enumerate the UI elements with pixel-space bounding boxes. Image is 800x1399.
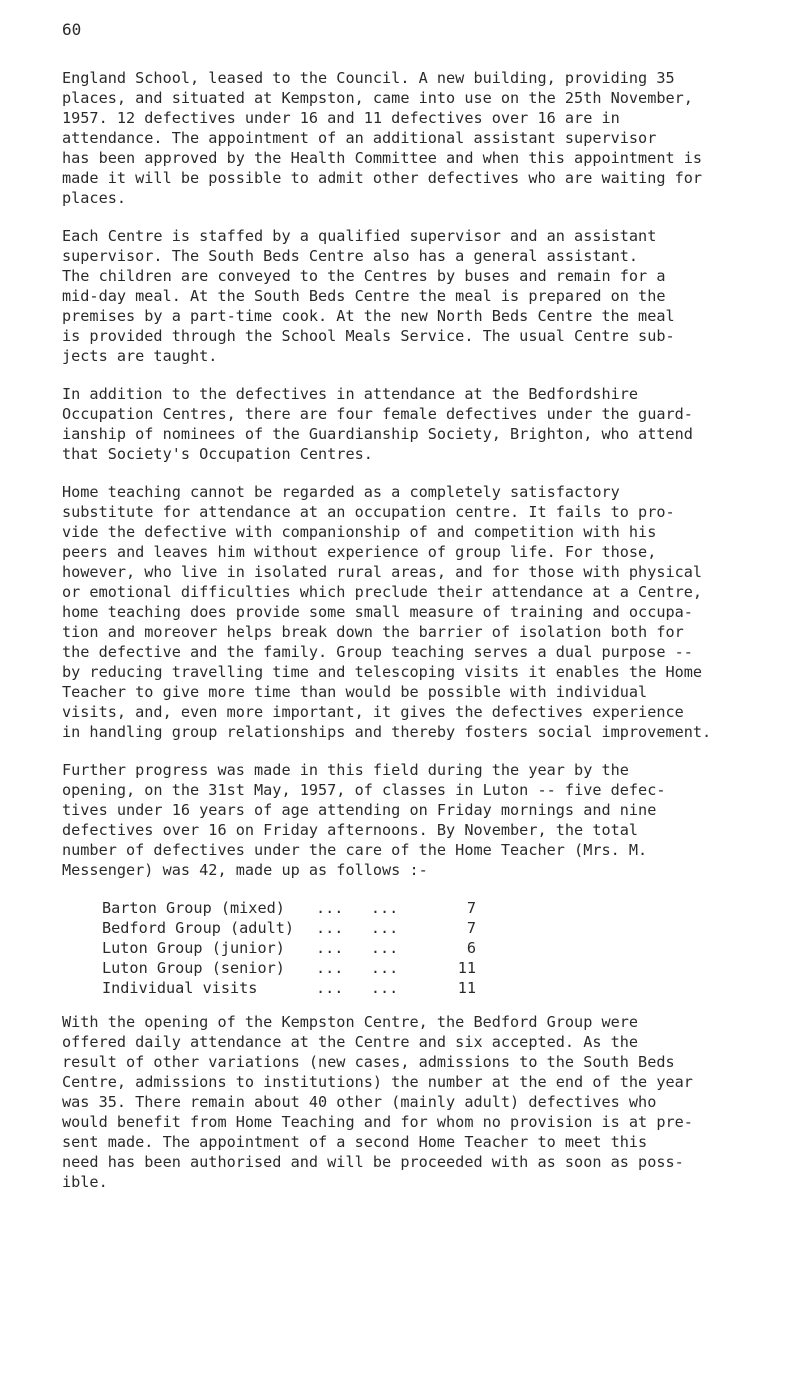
text-line: defectives over 16 on Friday afternoons. By November, the total	[62, 821, 639, 839]
group-count: 7	[466, 919, 476, 937]
text-line: is provided through the School Meals Service. The usual Centre sub-	[62, 327, 675, 345]
text-line: made it will be possible to admit other defectives who are waiting for	[62, 169, 703, 187]
leader-dots: ... ...	[316, 899, 399, 917]
text-line: Occupation Centres, there are four female defectives under the guard-	[62, 405, 693, 423]
paragraph	[62, 226, 778, 366]
paragraph	[62, 384, 778, 464]
text-line: Further progress was made in this field during the year by the	[62, 761, 629, 779]
text-line: places, and situated at Kempston, came into use on the 25th November,	[62, 89, 693, 107]
text-line: or emotional difficulties which preclude their attendance at a Centre,	[62, 583, 703, 601]
home-teacher-groups-table	[102, 898, 778, 998]
text-line: in handling group relationships and thereby fosters social improvement.	[62, 723, 712, 741]
leader-dots: ... ...	[316, 959, 399, 977]
paragraph	[62, 760, 778, 880]
text-line: places.	[62, 189, 127, 207]
text-line: jects are taught.	[62, 347, 218, 365]
text-line: The children are conveyed to the Centres by buses and remain for a	[62, 267, 666, 285]
text-line: that Society's Occupation Centres.	[62, 445, 373, 463]
text-line: was 35. There remain about 40 other (mainly adult) defectives who	[62, 1093, 657, 1111]
group-count: 7	[466, 899, 476, 917]
text-line: ible.	[62, 1173, 108, 1191]
group-label: Luton Group (junior)	[102, 939, 285, 957]
text-line: would benefit from Home Teaching and for whom no provision is at pre-	[62, 1113, 693, 1131]
text-line: Teacher to give more time than would be possible with individual	[62, 683, 648, 701]
text-line: Home teaching cannot be regarded as a completely satisfactory	[62, 483, 620, 501]
leader-dots: ... ...	[316, 979, 399, 997]
text-line: Each Centre is staffed by a qualified supervisor and an assistant	[62, 227, 657, 245]
text-line: home teaching does provide some small measure of training and occupa-	[62, 603, 693, 621]
text-line: need has been authorised and will be proceeded with as soon as poss-	[62, 1153, 684, 1171]
text-line: supervisor. The South Beds Centre also has a general assistant.	[62, 247, 639, 265]
text-line: tion and moreover helps break down the barrier of isolation both for	[62, 623, 684, 641]
text-line: has been approved by the Health Committee and when this appointment is	[62, 149, 703, 167]
text-line: number of defectives under the care of the Home Teacher (Mrs. M.	[62, 841, 648, 859]
leader-dots: ... ...	[316, 919, 399, 937]
table-row	[102, 958, 778, 978]
paragraphs	[62, 68, 778, 880]
text-line: peers and leaves him without experience of group life. For those,	[62, 543, 657, 561]
group-label: Barton Group (mixed)	[102, 899, 285, 917]
paragraph	[62, 482, 778, 742]
table-row	[102, 918, 778, 938]
text-line: Centre, admissions to institutions) the number at the end of the year	[62, 1073, 693, 1091]
text-line: In addition to the defectives in attendance at the Bedfordshire	[62, 385, 639, 403]
text-line: premises by a part-time cook. At the new North Beds Centre the meal	[62, 307, 675, 325]
group-count: 11	[457, 959, 476, 977]
text-line: mid-day meal. At the South Beds Centre the meal is prepared on the	[62, 287, 666, 305]
text-line: England School, leased to the Council. A new building, providing 35	[62, 69, 675, 87]
table-row	[102, 938, 778, 958]
text-line: sent made. The appointment of a second Home Teacher to meet this	[62, 1133, 648, 1151]
text-line: With the opening of the Kempston Centre, the Bedford Group were	[62, 1013, 639, 1031]
text-line: attendance. The appointment of an additional assistant supervisor	[62, 129, 657, 147]
text-line: tives under 16 years of age attending on Friday mornings and nine	[62, 801, 657, 819]
text-line: 1957. 12 defectives under 16 and 11 defectives over 16 are in	[62, 109, 620, 127]
group-label: Luton Group (senior)	[102, 959, 285, 977]
text-line: substitute for attendance at an occupation centre. It fails to pro-	[62, 503, 675, 521]
table-row	[102, 898, 778, 918]
text-line: vide the defective with companionship of and competition with his	[62, 523, 657, 541]
group-label: Individual visits	[102, 979, 258, 997]
text-line: Messenger) was 42, made up as follows :-	[62, 861, 428, 879]
page-number: 60	[62, 20, 82, 39]
leader-dots: ... ...	[316, 939, 399, 957]
text-line: by reducing travelling time and telescoping visits it enables the Home	[62, 663, 703, 681]
text-line: ianship of nominees of the Guardianship Society, Brighton, who attend	[62, 425, 693, 443]
text-line: offered daily attendance at the Centre and six accepted. As the	[62, 1033, 639, 1051]
text-line: however, who live in isolated rural areas, and for those with physical	[62, 563, 703, 581]
paragraph	[62, 68, 778, 208]
group-count: 6	[466, 939, 476, 957]
text-line: result of other variations (new cases, admissions to the South Beds	[62, 1053, 675, 1071]
text-line: the defective and the family. Group teaching serves a dual purpose --	[62, 643, 693, 661]
document-body	[62, 68, 778, 1210]
group-label: Bedford Group (adult)	[102, 919, 295, 937]
text-line: visits, and, even more important, it gives the defectives experience	[62, 703, 684, 721]
text-line: opening, on the 31st May, 1957, of classes in Luton -- five defec-	[62, 781, 666, 799]
final-paragraph	[62, 1012, 778, 1192]
group-count: 11	[457, 979, 476, 997]
table-row	[102, 978, 778, 998]
